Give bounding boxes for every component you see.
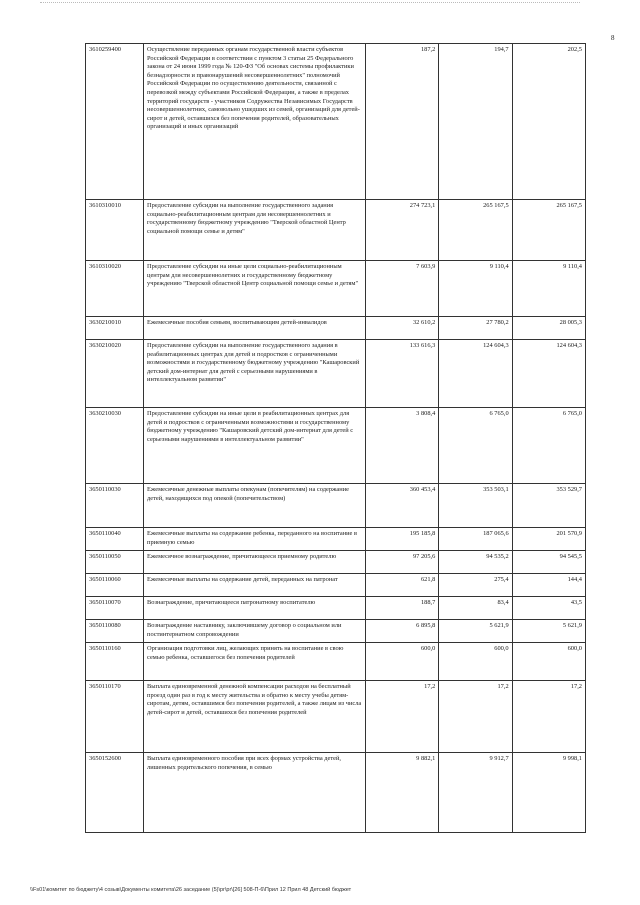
amount-cell-year-1: 360 453,4	[366, 484, 439, 528]
description-cell: Организация подготовки лиц, желающих принять на воспитание в свою семью ребенка, оставшегося без попечения родителей	[144, 643, 366, 681]
amount-cell-year-3: 28 005,3	[512, 317, 585, 340]
table-row	[86, 484, 586, 528]
amount-cell-year-2: 9 110,4	[439, 261, 512, 317]
footer-file-path: \\Fs01\комитет по бюджету\4 созыв\Документы комитета\26 заседание (5)\pr\pr\[26] 508-П-6\Прил 12 Прил 48 Детский бюджет	[30, 887, 352, 893]
amount-cell-year-1: 3 808,4	[366, 408, 439, 484]
amount-cell-year-2: 6 765,0	[439, 408, 512, 484]
budget-code-cell: 3650110050	[86, 551, 144, 574]
table-row	[86, 681, 586, 753]
amount-cell-year-1: 97 205,6	[366, 551, 439, 574]
budget-table-body	[86, 44, 586, 833]
amount-cell-year-3: 9 110,4	[512, 261, 585, 317]
description-cell: Ежемесячные пособия семьям, воспитывающим детей-инвалидов	[144, 317, 366, 340]
amount-cell-year-3: 124 604,3	[512, 340, 585, 408]
amount-cell-year-3: 17,2	[512, 681, 585, 753]
amount-cell-year-2: 275,4	[439, 574, 512, 597]
budget-code-cell: 3650152600	[86, 753, 144, 833]
amount-cell-year-3: 202,5	[512, 44, 585, 200]
amount-cell-year-3: 94 545,5	[512, 551, 585, 574]
description-cell: Ежемесячные денежные выплаты опекунам (попечителям) на содержание детей, находящихся под опекой (попечительством)	[144, 484, 366, 528]
amount-cell-year-2: 194,7	[439, 44, 512, 200]
amount-cell-year-2: 124 604,3	[439, 340, 512, 408]
budget-code-cell: 3610310020	[86, 261, 144, 317]
budget-code-cell: 3650110040	[86, 528, 144, 551]
budget-code-cell: 3650110160	[86, 643, 144, 681]
budget-code-cell: 3610310010	[86, 200, 144, 261]
amount-cell-year-3: 353 529,7	[512, 484, 585, 528]
description-cell: Вознаграждение, причитающееся патронатному воспитателю	[144, 597, 366, 620]
amount-cell-year-1: 6 895,8	[366, 620, 439, 643]
amount-cell-year-2: 9 912,7	[439, 753, 512, 833]
amount-cell-year-1: 133 616,3	[366, 340, 439, 408]
amount-cell-year-2: 187 065,6	[439, 528, 512, 551]
amount-cell-year-1: 7 603,9	[366, 261, 439, 317]
budget-code-cell: 3650110170	[86, 681, 144, 753]
description-cell: Ежемесячные выплаты на содержание детей, переданных на патронат	[144, 574, 366, 597]
description-cell: Выплата единовременного пособия при всех формах устройства детей, лишенных родительского попечения, в семью	[144, 753, 366, 833]
description-cell: Предоставление субсидии на выполнение государственного задания социально-реабилитационным центрам для несовершеннолетних и государственному бюджетному учреждению "Тверской областной Центр социальной помощи семье и детям"	[144, 200, 366, 261]
amount-cell-year-1: 621,8	[366, 574, 439, 597]
table-row	[86, 408, 586, 484]
budget-code-cell: 3610259400	[86, 44, 144, 200]
description-cell: Ежемесячные выплаты на содержание ребенка, переданного на воспитание в приемную семью	[144, 528, 366, 551]
amount-cell-year-2: 83,4	[439, 597, 512, 620]
amount-cell-year-2: 17,2	[439, 681, 512, 753]
amount-cell-year-1: 188,7	[366, 597, 439, 620]
scan-artifact-line	[40, 2, 580, 4]
amount-cell-year-2: 265 167,5	[439, 200, 512, 261]
table-row	[86, 200, 586, 261]
description-cell: Выплата единовременной денежной компенсации расходов на бесплатный проезд один раз в год к месту жительства и обратно к месту учебы детям-сиротам, детям, оставшимся без попечения родителей, а также лицам из числа детей-сирот и детей, оставшихся без попечения родителей	[144, 681, 366, 753]
description-cell: Вознаграждение наставнику, заключившему договор о социальном или постинтернатном сопровождении	[144, 620, 366, 643]
table-row	[86, 44, 586, 200]
table-row	[86, 753, 586, 833]
budget-code-cell: 3650110030	[86, 484, 144, 528]
table-row	[86, 597, 586, 620]
description-cell: Осуществление переданных органам государственной власти субъектов Российской Федерации в соответствии с пунктом 3 статьи 25 Федерального закона от 24 июня 1999 года № 120-ФЗ "Об основах системы профилактики безнадзорности и правонарушений несовершеннолетних" полномочий Российской Федерации по осуществлению деятельности, связанной с перевозкой между субъектами Российской Федерации, а также в пределах территорий государств - участников Содружества Независимых Государств несовершеннолетних, самовольно ушедших из семей, организаций для детей-сирот и детей, оставшихся без попечения родителей, образовательных организаций и иных организаций	[144, 44, 366, 200]
table-row	[86, 261, 586, 317]
amount-cell-year-1: 9 882,1	[366, 753, 439, 833]
page-number: 8	[611, 34, 615, 42]
description-cell: Предоставление субсидии на иные цели в реабилитационных центрах для детей и подростков с ограниченными возможностями и государственному бюджетному учреждению "Кашаровский детский дом-интернат для детей с серьезными нарушениями в интеллектуальном развитии"	[144, 408, 366, 484]
budget-code-cell: 3650110070	[86, 597, 144, 620]
amount-cell-year-2: 27 780,2	[439, 317, 512, 340]
budget-code-cell: 3650110060	[86, 574, 144, 597]
table-row	[86, 340, 586, 408]
amount-cell-year-1: 17,2	[366, 681, 439, 753]
table-row	[86, 528, 586, 551]
table-row	[86, 551, 586, 574]
amount-cell-year-3: 265 167,5	[512, 200, 585, 261]
budget-table	[85, 43, 586, 833]
amount-cell-year-2: 94 535,2	[439, 551, 512, 574]
amount-cell-year-3: 6 765,0	[512, 408, 585, 484]
amount-cell-year-3: 9 998,1	[512, 753, 585, 833]
amount-cell-year-2: 5 621,9	[439, 620, 512, 643]
table-row	[86, 620, 586, 643]
amount-cell-year-1: 600,0	[366, 643, 439, 681]
budget-code-cell: 3630210030	[86, 408, 144, 484]
description-cell: Предоставление субсидии на выполнение государственного задания в реабилитационных центрах для детей и подростков с ограниченными возможностями и государственному бюджетному учреждению "Кашаровский детский дом-интернат для детей с серьезными нарушениями в интеллектуальном развитии"	[144, 340, 366, 408]
amount-cell-year-3: 144,4	[512, 574, 585, 597]
amount-cell-year-2: 600,0	[439, 643, 512, 681]
amount-cell-year-1: 274 723,1	[366, 200, 439, 261]
amount-cell-year-2: 353 503,1	[439, 484, 512, 528]
amount-cell-year-1: 32 610,2	[366, 317, 439, 340]
budget-code-cell: 3630210010	[86, 317, 144, 340]
amount-cell-year-1: 187,2	[366, 44, 439, 200]
amount-cell-year-3: 43,5	[512, 597, 585, 620]
amount-cell-year-1: 195 185,8	[366, 528, 439, 551]
amount-cell-year-3: 5 621,9	[512, 620, 585, 643]
budget-code-cell: 3630210020	[86, 340, 144, 408]
amount-cell-year-3: 201 570,9	[512, 528, 585, 551]
budget-code-cell: 3650110080	[86, 620, 144, 643]
description-cell: Предоставление субсидии на иные цели социально-реабилитационным центрам для несовершеннолетних и государственному бюджетному учреждению "Тверской областной Центр социальной помощи семье и детям"	[144, 261, 366, 317]
table-row	[86, 574, 586, 597]
description-cell: Ежемесячное вознаграждение, причитающееся приемному родителю	[144, 551, 366, 574]
table-row	[86, 643, 586, 681]
amount-cell-year-3: 600,0	[512, 643, 585, 681]
table-row	[86, 317, 586, 340]
